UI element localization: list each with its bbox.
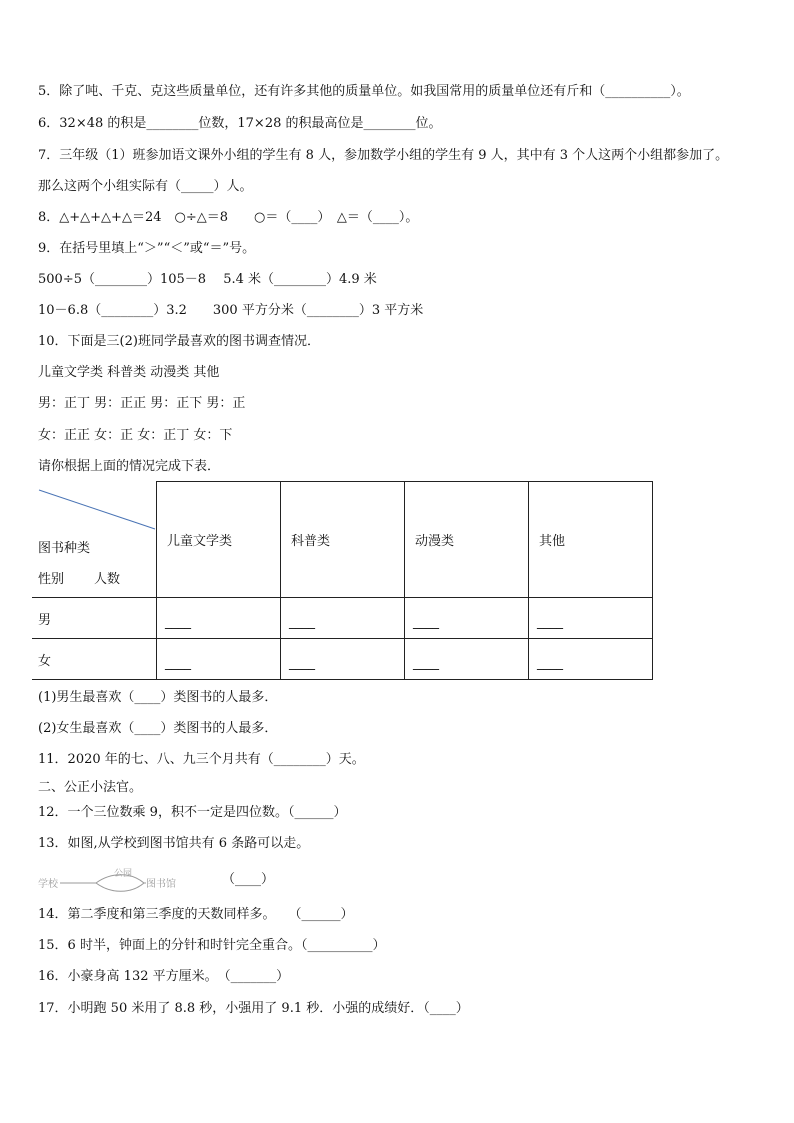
question-10-categories: 儿童文学类 科普类 动漫类 其他 [38, 365, 220, 380]
table-row [32, 639, 653, 680]
question-9-row-1: 500÷5（________）105－8 5.4 米（________）4.9 米 [38, 272, 377, 287]
diagonal-header-cell [32, 482, 157, 598]
question-7-line-1: 7．三年级（1）班参加语文课外小组的学生有 8 人，参加数学小组的学生有 9 人，其中有 3 个人这两个小组都参加了。 [38, 148, 729, 163]
column-header: 儿童文学类 [157, 482, 281, 598]
question-9-row-2: 10－6.8（________）3.2 300 平方分米（________）3 平方米 [38, 303, 424, 318]
row-header: 男 [32, 598, 157, 639]
question-14: 14．第二季度和第三季度的天数同样多。 （______） [38, 907, 354, 922]
answer-blank[interactable]: ____ [281, 639, 405, 680]
question-10-girls-tally: 女：正正 女：正 女：正丁 女：下 [38, 428, 233, 443]
question-8: 8．△+△+△+△＝24 ○÷△＝8 ○＝（____） △＝（____）。 [38, 210, 419, 225]
question-10-sub-2: (2)女生最喜欢（____）类图书的人最多． [38, 721, 278, 736]
diagonal-label-category: 图书种类 [38, 540, 91, 556]
question-11: 11．2020 年的七、八、九三个月共有（________）天。 [38, 752, 365, 767]
answer-blank[interactable]: ____ [529, 639, 653, 680]
route-path-lower [96, 883, 146, 891]
question-17: 17．小明跑 50 米用了 8.8 秒，小强用了 9.1 秒．小强的成绩好．（____） [38, 1001, 469, 1016]
diagonal-label-count: 人数 [94, 571, 121, 587]
question-10: 10．下面是三(2)班同学最喜欢的图书调查情况． [38, 334, 320, 349]
library-label: 图书馆 [146, 879, 176, 890]
section-heading: 二、公正小法官。 [38, 780, 143, 795]
question-7-line-2: 那么这两个小组实际有（_____）人。 [38, 179, 253, 194]
answer-blank[interactable]: ____ [281, 598, 405, 639]
answer-blank[interactable]: ____ [529, 598, 653, 639]
question-10-sub-1: (1)男生最喜欢（____）类图书的人最多． [38, 690, 278, 705]
question-12: 12．一个三位数乘 9，积不一定是四位数。（______） [38, 805, 347, 820]
diagonal-label-gender: 性别 [38, 571, 65, 587]
answer-blank[interactable]: ____ [157, 639, 281, 680]
answer-blank[interactable]: ____ [157, 598, 281, 639]
school-label: 学校 [38, 879, 58, 890]
table-row [32, 598, 653, 639]
question-9: 9．在括号里填上“＞”“＜”或“＝”号。 [38, 241, 256, 256]
answer-blank[interactable]: ____ [405, 639, 529, 680]
column-header: 科普类 [281, 482, 405, 598]
route-diagram [36, 866, 186, 896]
survey-table [32, 481, 653, 680]
park-label: 公园 [114, 869, 133, 879]
question-10-boys-tally: 男：正丁 男：正正 男：正下 男：正 [38, 396, 246, 411]
question-16: 16．小豪身高 132 平方厘米。 （_______） [38, 969, 290, 984]
question-6: 6．32×48 的积是________位数，17×28 的积最高位是________位。 [38, 116, 442, 131]
question-13-answer[interactable]: （____） [222, 872, 275, 887]
question-5: 5．除了吨、千克、克这些质量单位，还有许多其他的质量单位。如我国常用的质量单位还有斤和（__________）。 [38, 84, 690, 99]
question-13: 13．如图,从学校到图书馆共有 6 条路可以走。 [38, 836, 310, 851]
column-header: 其他 [529, 482, 653, 598]
question-10-instruction: 请你根据上面的情况完成下表． [38, 459, 221, 474]
table-header-row [32, 482, 653, 598]
column-header: 动漫类 [405, 482, 529, 598]
question-15: 15．6 时半，钟面上的分针和时针完全重合。（__________） [38, 938, 386, 953]
diagonal-line [37, 487, 157, 532]
row-header: 女 [32, 639, 157, 680]
answer-blank[interactable]: ____ [405, 598, 529, 639]
